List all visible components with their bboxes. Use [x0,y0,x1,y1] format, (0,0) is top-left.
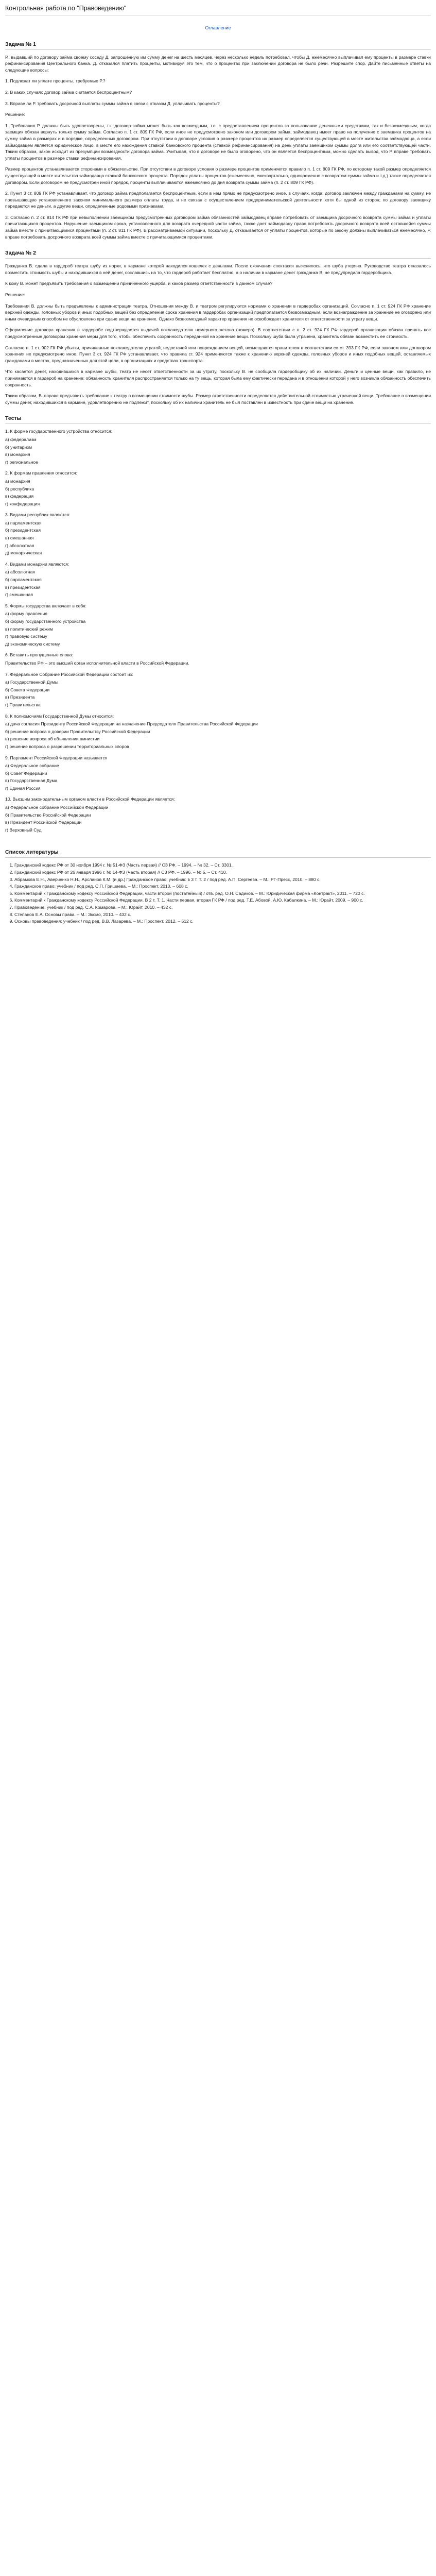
task-1-heading: Задача № 1 [5,41,431,50]
answer-option: г) правовую систему [5,634,47,639]
references-list [5,862,431,924]
answer-option: г) смешанная [5,592,33,598]
paragraph: 3. Вправе ли Р. требовать досрочной выплаты суммы займа в связи с отказом Д. уплачивать проценты? [5,100,220,106]
reference-item: 6. Комментарий к Гражданскому кодексу Российской Федерации. В 2 т. Т. 1. Части первая, вторая ГК РФ / под ред. Т.Е. Абовой, А.Ю. Кабалкина. – М.: Юрайт, 2009. – 900 с. [14,897,431,904]
answer-option: а) абсолютная [5,569,36,575]
answer-option: в) Президента [5,694,35,700]
paragraph: Размер процентов устанавливается сторонами в обязательстве. При отсутствии в договоре условия о размере процентов применяется правило п. 1 ст. 809 ГК РФ, по которому такой размер определяется существующей в месте жительства займодавца ставкой банковского процента. Порядок уплаты процентов (ежемесячно, ежеквартально, одновременно с возвратом суммы займа и т.д.) также определяется договором. Если договором не предусмотрен иной порядок, проценты выплачиваются ежемесячно до дня возврата суммы займа (п. 2 ст. 809 ГК РФ). [5,166,431,185]
question-text: 9. Парламент Российской Федерации называется [5,755,108,760]
toc-link[interactable]: Оглавление [205,25,231,30]
reference-item: 4. Гражданское право: учебник / под ред. С.П. Гришаева. – М.: Проспект, 2010. – 608 с. [14,883,431,890]
answer-option: в) решение вопроса об объявлении амнистии [5,736,100,742]
paragraph: 3. Согласно п. 2 ст. 814 ГК РФ при невыполнении заемщиком предусмотренных договором займа обязанностей займодавец вправе потребовать от заемщика досрочного возврата суммы займа и уплаты причитающихся процентов. Нарушение заемщиком срока, установленного для возврата очередной части займа, также дает займодавцу право потребовать досрочного возврата всей оставшейся суммы займа вместе с причитающимися процентами (п. 2 ст. 811 ГК РФ). В рассматриваемой ситуации, поскольку Д. отказывается от уплаты процентов, которые по закону должны выплачиваться ежемесячно, Р. вправе потребовать досрочного возврата всей суммы займа вместе с причитающимися процентами. [5,214,431,240]
question-text: 10. Высшим законодательным органом власти в Российской Федерации является: [5,796,175,802]
paragraph: 2. Пункт 3 ст. 809 ГК РФ устанавливает, что договор займа предполагается беспроцентным, если в нем прямо не предусмотрено иное, в случаях, когда: договор заключен между гражданами на сумму, не превышающую установленного законом минимального размера оплаты труда, и не связан с осуществлением предпринимательской деятельности хотя бы одной из сторон; по договору заемщику передаются не деньги, а другие вещи, определенные родовыми признаками. [5,191,431,209]
test-question [5,652,431,666]
tests-body [5,428,431,833]
answer-option: г) абсолютная [5,543,34,548]
answer-option: в) Президент Российской Федерации [5,820,82,825]
document-page [0,0,436,941]
answer-option: б) форму государственного устройства [5,619,86,624]
reference-item: 5. Комментарий к Гражданскому кодексу Российской Федерации, части второй (постатейный) / отв. ред. О.Н. Садиков. – М.: Юридическая фирма «Контракт», 2011. – 720 с. [14,890,431,897]
paragraph: Решение: [5,112,25,117]
question-text: 4. Видами монархии являются: [5,561,69,567]
answer-option: а) Государственной Думы [5,680,59,685]
answer-option: б) парламентская [5,577,42,583]
answer-option: Правительство РФ – это высший орган исполнительной власти в Российской Федерации. [5,660,189,666]
answer-option: г) региональное [5,459,38,465]
references-section [5,849,431,924]
answer-option: в) Государственная Дума [5,778,58,784]
answer-option: г) конфедерация [5,501,40,506]
paragraph: Р., выдавший по договору займа своему соседу Д. запрошенную им сумму денег на шесть месяцев, через несколько недель потребовал, чтобы Д. ежемесячно выплачивал ему проценты в размере ставки рефинансирования Центрального банка. Д. отказался платить проценты, мотивируя это тем, что о процентах при заключении договора не было речи. Разрешите спор. Дайте письменные ответы на следующие вопросы: [5,54,431,73]
reference-item: 3. Абрамова Е.Н., Аверченко Н.Н., Арсланов К.М. [и др.] Гражданское право: учебник: в 3 т. Т. 2 / под ред. А.П. Сергеева. – М.: РГ-Пресс, 2010. – 880 с. [14,876,431,883]
test-question [5,755,431,792]
answer-option: г) Единая Россия [5,785,41,791]
answer-option: б) решение вопроса о доверии Правительству Российской Федерации [5,728,150,734]
answer-option: в) президентская [5,584,41,590]
answer-option: д) монархическая [5,550,42,556]
question-text: 2. К формам правления относится: [5,470,77,476]
task-2-heading: Задача № 2 [5,249,431,259]
question-text: 7. Федеральное Собрание Российской Федерации состоит из: [5,671,133,677]
answer-option: г) решение вопроса о разрешении территориальных споров [5,743,129,749]
paragraph: Таким образом, В. вправе предъявить требование к театру о возмещении стоимости шубы. Размер ответственности определяется действительной стоимостью утраченной вещи. Требование о возмещении суммы денег, находившихся в кармане, удовлетворению не подлежит, поскольку об их наличии хранитель не был поставлен в известность при сдаче вещи на хранение. [5,393,431,405]
answer-option: а) Федеральное собрание [5,763,59,769]
paragraph: Согласно п. 1 ст. 902 ГК РФ убытки, причиненные поклажедателю утратой, недостачей или повреждением вещей, возмещаются хранителем в соответствии со ст. 393 ГК РФ, если законом или договором хранения не предусмотрено иное. Пункт 3 ст. 924 ГК РФ устанавливает, что правила ст. 924 применяются также к хранению верхней одежды, головных уборов и иных подобных вещей, оставляемых гражданами в местах, предназначенных для этой цели, в организациях и средствах транспорта. [5,345,431,363]
answer-option: а) парламентская [5,520,42,526]
test-question [5,796,431,833]
test-question [5,671,431,708]
paragraph: Решение: [5,292,25,298]
question-text: 5. Формы государства включает в себя: [5,603,87,608]
answer-option: в) смешанная [5,535,34,541]
answer-option: а) форму правления [5,611,47,617]
answer-option: б) унитаризм [5,444,32,450]
answer-option: б) Совет Федерации [5,770,47,776]
paragraph: 2. В каких случаях договор займа считается беспроцентным? [5,89,132,95]
references-heading: Список литературы [5,849,431,858]
answer-option: г) Правительства [5,702,41,707]
answer-option: а) федерализм [5,436,37,442]
answer-option: а) монархия [5,478,30,484]
test-question [5,470,431,507]
reference-item: 7. Правоведение: учебник / под ред. С.А. Комарова. – М.: Юрайт, 2010. – 432 с. [14,904,431,911]
task-2-body [5,263,431,405]
question-text: 3. Видами республик являются: [5,512,71,518]
task-1-section [5,41,431,241]
test-question [5,428,431,465]
task-1-body [5,54,431,241]
answer-option: б) президентская [5,528,41,533]
paragraph: Оформление договора хранения в гардеробе подтверждается выдачей поклажедателю номерного жетона (номера). В соответствии с п. 2 ст. 924 ГК РФ гардероб организации обязан принять все предусмотренные договором хранения меры для того, чтобы обеспечить сохранность переданной на хранение вещи. Поскольку шуба была утрачена, хранитель обязан возместить ее стоимость. [5,327,431,339]
answer-option: д) экономическую систему [5,641,60,647]
answer-option: а) Федеральное собрание Российской Федерации [5,805,109,810]
question-text: 8. К полномочиям Государственной Думы относится: [5,713,114,719]
paragraph: Что касается денег, находившихся в кармане шубы, театр не несет ответственности за их утрату, поскольку В. не сообщила гардеробщику об их наличии. Деньги и ценные вещи, как правило, не принимаются в гардероб на хранение; обязанность хранителя распространяется только на ту вещь, которая была ему фактически передана и в отношении которой у него возникла обязанность обеспечить сохранность. [5,369,431,387]
test-question [5,512,431,556]
test-question [5,603,431,648]
paragraph: Гражданка В. сдала в гардероб театра шубу из норки, в кармане которой находился кошелек с деньгами. После окончания спектакля выяснилось, что шуба утеряна. Руководство театра отказалось возместить стоимость шубы и находившихся в ней денег, сославшись на то, что гардероб работает бесплатно, а о наличии в кармане денег гражданка В. не предупредила гардеробщика. [5,263,431,275]
paragraph: Требования В. должны быть предъявлены к администрации театра. Отношения между В. и театром регулируются нормами о хранении в гардеробах организаций. Согласно п. 1 ст. 924 ГК РФ хранение верхней одежды, головных уборов и иных подобных вещей без определения срока хранения в гардеробах организаций предполагается безвозмездным, если вознаграждение за хранение не оговорено или иным очевидным способом не обусловлено при сдаче вещи на хранение. Однако безвозмездный характер хранения не освобождает хранителя от ответственности за утрату вещи. [5,303,431,321]
test-question [5,561,431,598]
test-question [5,713,431,750]
answer-option: в) монархия [5,452,30,457]
reference-item: 1. Гражданский кодекс РФ от 30 ноября 1994 г. № 51-ФЗ (Часть первая) // СЗ РФ. – 1994. – № 32. – Ст. 3301. [14,862,431,869]
answer-option: б) республика [5,486,34,492]
reference-item: 2. Гражданский кодекс РФ от 26 января 1996 г. № 14-ФЗ (Часть вторая) // СЗ РФ. – 1996. – № 5. – Ст. 410. [14,869,431,876]
answer-option: б) Правительство Российской Федерации [5,812,91,818]
answer-option: г) Верховный Суд [5,827,42,833]
reference-item: 9. Основы правоведения: учебник / под ред. В.В. Лазарева. – М.: Проспект, 2012. – 512 с. [14,918,431,925]
answer-option: а) дача согласия Президенту Российской Федерации на назначение Председателя Правительства Российской Федерации [5,721,258,727]
paragraph: 1. Подлежат ли уплате проценты, требуемые Р.? [5,78,106,84]
table-of-contents [5,25,431,31]
document-title: Контрольная работа по "Правоведению" [5,2,431,15]
task-2-section [5,249,431,405]
reference-item: 8. Степанов Е.А. Основы права. – М.: Эксмо, 2010. – 432 с. [14,911,431,918]
question-text: 1. К форме государственного устройства относится: [5,429,113,434]
tests-heading: Тесты [5,415,431,424]
answer-option: в) федерация [5,494,34,499]
paragraph: 1. Требования Р. должны быть удовлетворены, т.к. договор займа может быть как возмездным, т.е. с предоставлением процентов за пользование денежными средствами, так и безвозмездным, когда заемщик обязан вернуть только сумму займа. Согласно п. 1 ст. 809 ГК РФ, если иное не предусмотрено законом или договором займа, займодавец имеет право на получение с заемщика процентов на сумму займа в размерах и в порядке, определенных договором. При отсутствии в договоре условия о размере процентов их размер определяется существующей в месте жительства займодавца, а если займодавцем является юридическое лицо, в месте его нахождения ставкой банковского процента (ставкой рефинансирования) на день уплаты заемщиком суммы долга или его соответствующей части. Таким образом, закон исходит из презумпции возмездности договора займа. Учитывая, что в договоре не было оговорено, что он является беспроцентным, можно сделать вывод, что Р. вправе требовать уплаты процентов в размере ставки рефинансирования. [5,123,431,161]
answer-option: б) Совета Федерации [5,687,50,692]
answer-option: в) политический режим [5,626,53,632]
paragraph: К кому В. может предъявить требования о возмещении причиненного ущерба, и каков размер ответственности в данном случае? [5,281,273,286]
question-text: 6. Вставить пропущенные слова: [5,652,73,658]
tests-section [5,415,431,833]
